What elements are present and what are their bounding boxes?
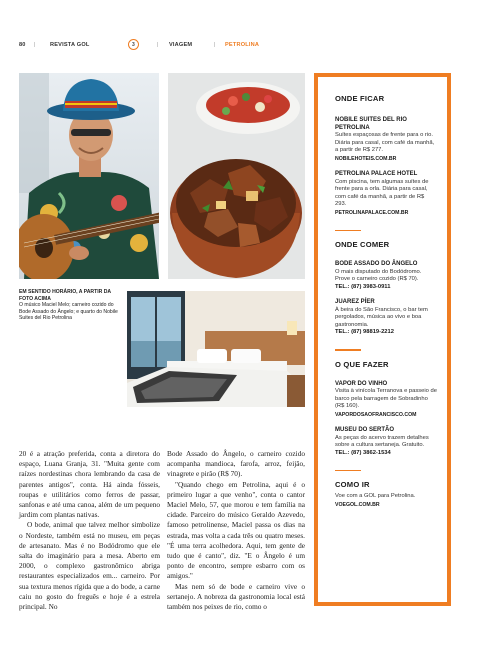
section-name: VIAGEM	[169, 42, 193, 48]
issue-badge: 3	[128, 39, 139, 50]
travel-info-box	[314, 73, 451, 606]
item-contact[interactable]: TEL.: (87) 3862-1534	[335, 449, 391, 456]
item-description: Com piscina, tem algumas suítes de frente para a orla. Diária para casal, com café da manhã, a partir de R$ 293.	[335, 178, 429, 208]
item-description: Voe com a GOL para Petrolina.	[335, 493, 416, 500]
photo-caption	[19, 289, 121, 322]
paragraph: Bode Assado do Ângelo, o carneiro cozido acompanha mandioca, farofa, arroz, feijão, vinagrete e pirão (R$ 70).	[167, 449, 305, 479]
article-column-2	[167, 449, 305, 612]
hotel-room-photo	[127, 291, 305, 407]
article-column-1	[19, 449, 160, 612]
item-contact[interactable]: PETROLINAPALACE.COM.BR	[335, 209, 409, 216]
caption-text: O músico Maciel Melo; carneiro cozido do Bode Assado do Ângelo; e quarto do Nobile Suites del Rio Petrolina	[19, 302, 118, 322]
section-title-como-ir: COMO IR	[335, 480, 370, 490]
musician-photo	[19, 73, 159, 279]
item-description: À beira do São Francisco, o bar tem pergolados, música ao vivo e boa gastronomia.	[335, 306, 428, 328]
item-name: BODE ASSADO DO ÂNGELO	[335, 261, 418, 268]
paragraph: O bode, animal que talvez melhor simbolize o Nordeste, também está no museu, em peças de artesanato. Mas é no Bodódromo que ele salta do imaginário para a mesa. Aberto em 2000, o complexo gastronômico abriga restaurantes especializados em... carneiro. Por sua textura menos rígida que a do bode, a carne caiu no gosto do freguês e hoje é a estrela principal. No	[19, 520, 160, 612]
magazine-name: REVISTA GOL	[50, 42, 90, 48]
item-contact[interactable]: NOBILEHOTEIS.COM.BR	[335, 155, 397, 162]
item-description: O mais disputado do Bodódromo. Prove o carneiro cozido (R$ 70).	[335, 268, 422, 283]
section-title-onde-ficar: ONDE FICAR	[335, 94, 385, 103]
item-name: JUAREZ PÍER	[335, 299, 375, 306]
food-photo	[168, 73, 305, 279]
paragraph: "Quando chego em Petrolina, aqui é o primeiro lugar a que venho", conta o cantor Maciel Melo, 57, que morou e tem família na cidade. Parceiro do músico Geraldo Azevedo, famoso petrolinense, Maciel passa os dias na estrada, mas volta a cada três ou quatro meses. "É uma terra acolhedora. Aqui, tem gente de tudo que é canto", diz. "E o Ângelo é um ponto de encontro, sempre esbarro com os amigos."	[167, 479, 305, 581]
item-contact[interactable]: TEL.: (87) 3983-0911	[335, 284, 391, 291]
section-divider	[335, 470, 361, 471]
item-contact[interactable]: VOEGOL.COM.BR	[335, 501, 380, 508]
item-name: MUSEU DO SERTÃO	[335, 427, 395, 434]
paragraph: Mas nem só de bode e carneiro vive o sertanejo. A nobreza da gastronomia local está também nos peixes de rio, como o	[167, 581, 305, 612]
item-description: Suítes espaçosas de frente para o rio. Diária para casal, com café da manhã, a partir de R$ 277.	[335, 132, 435, 154]
section-title-onde-comer: ONDE COMER	[335, 240, 390, 250]
page-number: 80	[19, 42, 26, 48]
section-divider	[335, 349, 361, 350]
destination-name: PETROLINA	[225, 42, 260, 48]
item-name: NOBILE SUITES DEL RIO PETROLINA	[335, 117, 407, 131]
paragraph: 20 é a atração preferida, conta a diretora do espaço, Luana Granja, 31. "Muita gente com raízes nordestinas chora lembrando da casa de parentes antigos", conta. Há ainda fósseis, roupas e utilitários como ferros de passar, sanfonas e até uma canoa, além de um pequeno jardim com plantas nativas.	[19, 449, 160, 520]
item-name: VAPOR DO VINHO	[335, 380, 388, 387]
item-description: Visita à vinícola Terranova e passeio de barco pela barragem de Sobradinho (R$ 160).	[335, 388, 437, 410]
item-contact[interactable]: VAPORDOSAOFRANCISCO.COM	[335, 412, 417, 419]
caption-lead: EM SENTIDO HORÁRIO, A PARTIR DA FOTO ACIMA	[19, 289, 111, 302]
section-title-o-que-fazer: O QUE FAZER	[335, 359, 389, 369]
item-contact[interactable]: TEL.: (87) 98819-2212	[335, 329, 394, 336]
item-description: As peças do acervo trazem detalhes sobre a cultura sertaneja. Gratuito.	[335, 434, 429, 449]
section-divider	[335, 230, 361, 231]
item-name: PETROLINA PALACE HOTEL	[335, 170, 418, 177]
